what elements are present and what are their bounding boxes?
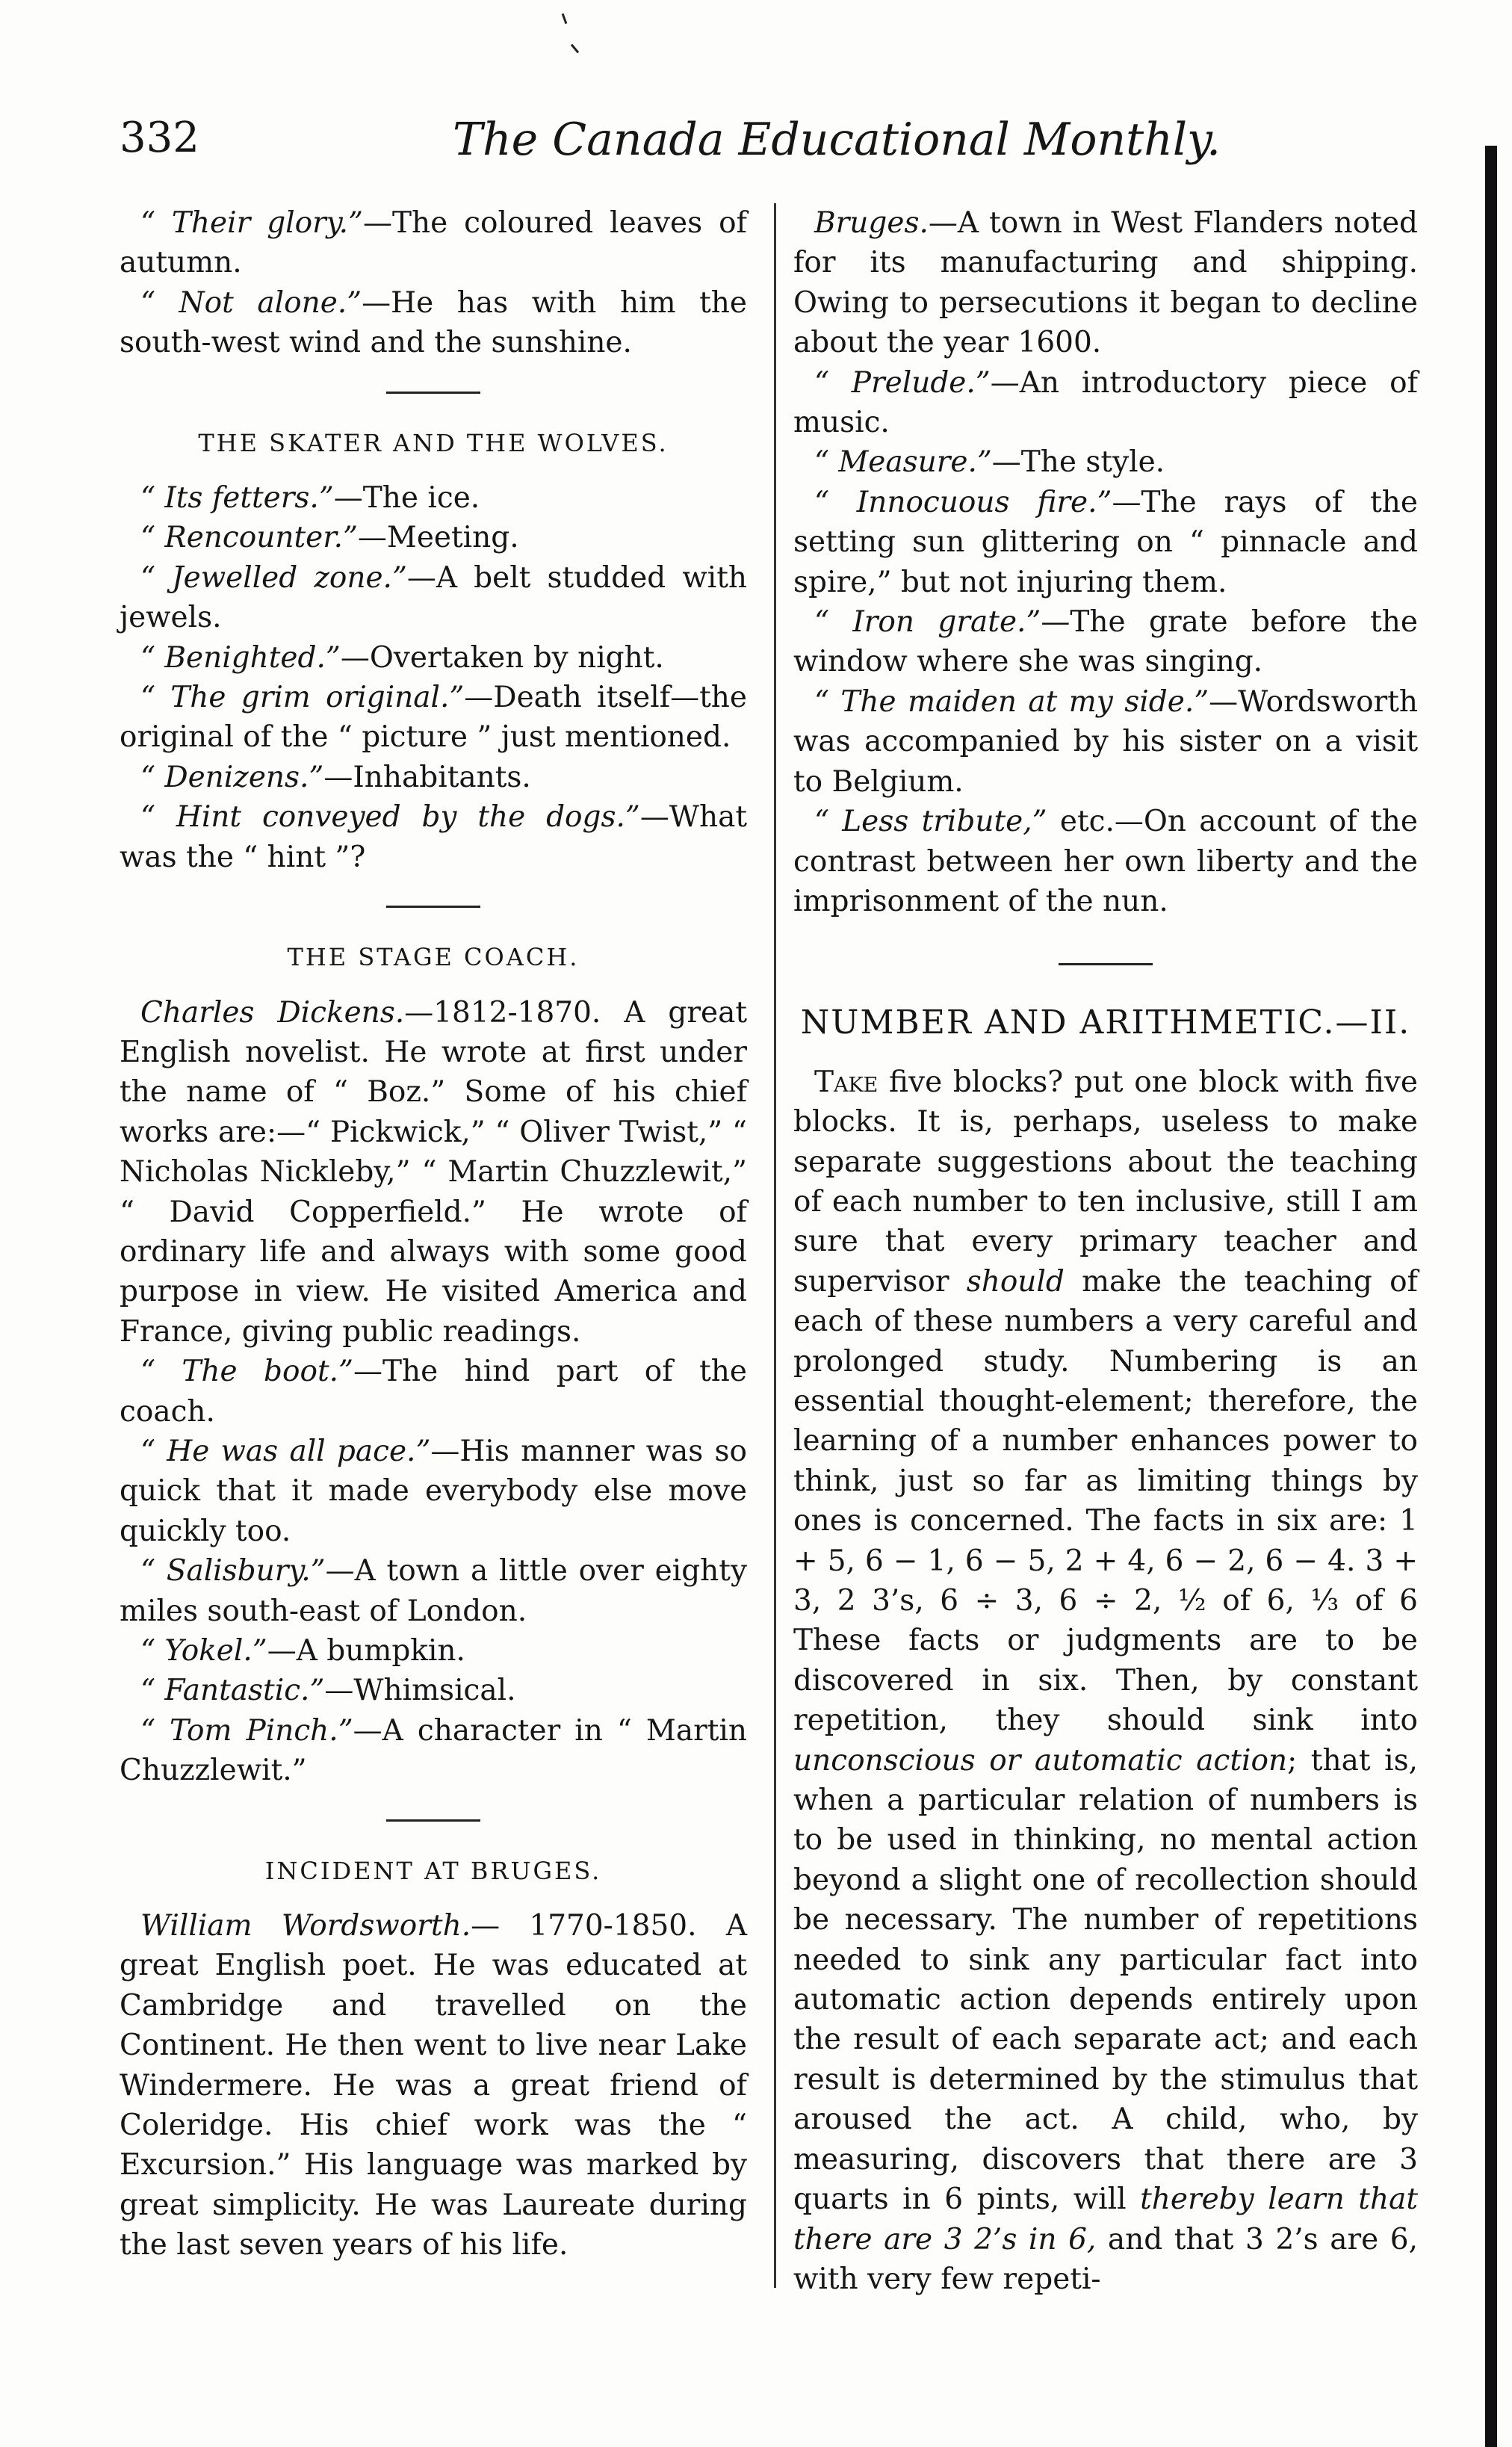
gloss-entry xyxy=(120,1551,747,1631)
body-text: five blocks? put one block with five blocks. It is, perhaps, useless to make separate suggestions about the teaching of each number to ten inclusive, still I am sure that every primary teacher and supervisor xyxy=(793,1065,1418,1299)
gloss-entry xyxy=(120,478,747,518)
gloss-entry xyxy=(120,678,747,758)
gloss-entry xyxy=(793,602,1418,682)
ink-mark xyxy=(562,13,568,24)
gloss-entry xyxy=(120,203,747,283)
gloss-definition: —A town a little over eighty miles south-east of London. xyxy=(120,1554,747,1628)
gloss-entry xyxy=(120,1711,747,1791)
gloss-definition: —What was the “ hint ”? xyxy=(120,800,747,874)
gloss-entry xyxy=(120,283,747,363)
emphasis: unconscious or automatic action xyxy=(793,1743,1288,1778)
gloss-definition: —A character in “ Martin Chuzzlewit.” xyxy=(120,1713,748,1788)
gloss-definition: —A town in West Flanders noted for its manufacturing and shipping. Owing to persecutions it began to decline about the year 1600. xyxy=(793,206,1418,360)
gloss-definition: —The coloured leaves of autumn. xyxy=(120,206,747,280)
gloss-term: “ Fantastic.” xyxy=(140,1674,325,1708)
gloss-term: “ The maiden at my side.” xyxy=(814,684,1209,719)
gloss-entry xyxy=(793,442,1418,482)
gloss-term: “ Its fetters.” xyxy=(140,481,334,516)
gloss-definition: —Overtaken by night. xyxy=(340,640,664,675)
gloss-definition: —He has with him the south-west wind and the sunshine. xyxy=(120,285,748,360)
gloss-definition: —Wordsworth was accompanied by his sister on a visit to Belgium. xyxy=(793,684,1418,799)
gloss-term: “ Not alone.” xyxy=(140,285,362,320)
gloss-term: “ Yokel.” xyxy=(140,1634,267,1668)
body-text: ; that is, when a particular relation of numbers is to be used in thinking, no mental action beyond a slight one of recollection should be necessary. The number of repetitions needed to sink any particular fact into automatic action depends entirely upon the result of each separate act; and each result is determined by the stimulus that aroused the act. A child, who, by measuring, discovers that there are 3 quarts in 6 pints, will xyxy=(793,1743,1418,2217)
author-entry xyxy=(120,993,747,1352)
gloss-definition: —Whimsical. xyxy=(324,1674,516,1708)
gloss-definition: —The style. xyxy=(991,445,1165,480)
gloss-definition: —A bumpkin. xyxy=(267,1634,465,1668)
author-entry xyxy=(120,1906,747,2265)
section-rule xyxy=(1059,963,1153,965)
column-divider xyxy=(774,203,776,2288)
gloss-definition: —The ice. xyxy=(333,481,480,516)
author-name: Charles Dickens. xyxy=(140,995,405,1030)
article-body xyxy=(793,1062,1418,2300)
page-edge-shadow xyxy=(1485,146,1497,2447)
gloss-definition: —The hind part of the coach. xyxy=(120,1355,747,1429)
gloss-entry xyxy=(793,802,1418,921)
left-column xyxy=(120,203,747,2265)
gloss-term: “ Salisbury.” xyxy=(140,1554,326,1588)
gloss-term: “ Denizens.” xyxy=(140,760,324,794)
gloss-entry xyxy=(120,518,747,557)
page-number: 332 xyxy=(120,114,199,162)
gloss-term: “ Tom Pinch.” xyxy=(140,1713,353,1748)
gloss-term: “ Their glory.” xyxy=(140,206,363,240)
gloss-definition: —The rays of the setting sun glittering on “ pinnacle and spire,” but not injuring them. xyxy=(793,485,1418,599)
gloss-entry xyxy=(120,1432,747,1551)
section-heading-bruges: INCIDENT AT BRUGES. xyxy=(264,1856,602,1885)
section-heading-coach: THE STAGE COACH. xyxy=(287,943,580,972)
ink-mark xyxy=(571,44,579,54)
article-title: NUMBER AND ARITHMETIC.—II. xyxy=(800,1003,1411,1042)
body-text: and that 3 2’s are 6, with very few repeti- xyxy=(793,2222,1418,2296)
gloss-entry xyxy=(793,363,1418,443)
author-bio: — 1770-1850. A great English poet. He was educated at Cambridge and travelled on the Continent. He then went to live near Lake Windermere. He was a great friend of Coleridge. His chief work was the “ Excursion.” His language was marked by great simplicity. He was Laureate during the last seven years of his life. xyxy=(120,1909,747,2262)
gloss-term: “ Prelude.” xyxy=(814,365,991,400)
gloss-term: “ Iron grate.” xyxy=(814,605,1041,640)
gloss-term: “ Less tribute,” xyxy=(814,805,1047,839)
gloss-term: “ Measure.” xyxy=(814,445,992,480)
section-rule xyxy=(386,1819,480,1822)
gloss-entry xyxy=(120,558,747,638)
gloss-term: “ He was all pace.” xyxy=(140,1434,431,1468)
gloss-definition: —Inhabitants. xyxy=(323,760,531,794)
gloss-term: “ The grim original.” xyxy=(140,681,465,715)
page-header xyxy=(120,114,1221,173)
author-name: William Wordsworth. xyxy=(140,1909,471,1943)
gloss-entry xyxy=(793,682,1418,802)
section-rule xyxy=(386,906,480,908)
section-heading-skater: THE SKATER AND THE WOLVES. xyxy=(198,428,669,457)
gloss-entry xyxy=(120,1631,747,1671)
right-column xyxy=(793,203,1418,2299)
gloss-definition: —His manner was so quick that it made everybody else move quickly too. xyxy=(120,1434,747,1548)
gloss-term: “ Benighted.” xyxy=(140,640,341,675)
gloss-term: “ The boot.” xyxy=(140,1355,353,1389)
gloss-entry xyxy=(120,758,747,797)
author-bio: —1812-1870. A great English novelist. He wrote at first under the name of “ Boz.” Some of his chief works are:—“ Pickwick,” “ Oliver Twist,” “ Nicholas Nickleby,” “ Martin Chuzzlewit,” “ David Copperfield.” He wrote of ordinary life and always with some good purpose in view. He visited America and France, giving public readings. xyxy=(120,995,747,1349)
gloss-definition: —A belt studded with jewels. xyxy=(120,560,747,635)
gloss-entry xyxy=(793,203,1418,363)
gloss-term: Bruges. xyxy=(814,206,929,240)
gloss-definition: —Meeting. xyxy=(357,521,519,555)
gloss-entry xyxy=(120,797,747,877)
emphasis: thereby learn that there are 3 2’s in 6, xyxy=(793,2182,1418,2256)
gloss-definition: —An introductory piece of music. xyxy=(793,365,1418,440)
gloss-definition: —Death itself—the original of the “ picture ” just mentioned. xyxy=(120,681,747,755)
gloss-entry xyxy=(120,1671,747,1710)
gloss-term: “ Jewelled zone.” xyxy=(140,560,407,595)
emphasis: should xyxy=(966,1264,1065,1299)
gloss-definition: —The grate before the window where she was singing. xyxy=(793,605,1418,679)
gloss-term: “ Hint conveyed by the dogs.” xyxy=(140,800,640,835)
running-head-title: The Canada Educational Monthly. xyxy=(453,114,1221,166)
gloss-entry xyxy=(793,483,1418,602)
gloss-term: “ Rencounter.” xyxy=(140,521,358,555)
body-text: make the teaching of each of these numbers a very careful and prolonged study. Numbering is an essential thought-element; therefore, the learning of a number enhances power to think, just so far as limiting things by ones is concerned. The facts in six are: 1 + 5, 6 − 1, 6 − 5, 2 + 4, 6 − 2, 6 − 4. 3 + 3, 2 3’s, 6 ÷ 3, 6 ÷ 2, ½ of 6, ⅓ of 6 These facts or judgments are to be discovered in six. Then, by constant repetition, they should sink into xyxy=(793,1264,1418,1738)
section-rule xyxy=(386,392,480,394)
gloss-entry xyxy=(120,638,747,678)
gloss-entry xyxy=(120,1352,747,1432)
gloss-term: “ Innocuous fire.” xyxy=(814,485,1112,519)
lead-word: Take xyxy=(814,1065,879,1099)
gloss-definition: etc.—On account of the contrast between her own liberty and the imprisonment of the nun. xyxy=(793,805,1419,918)
